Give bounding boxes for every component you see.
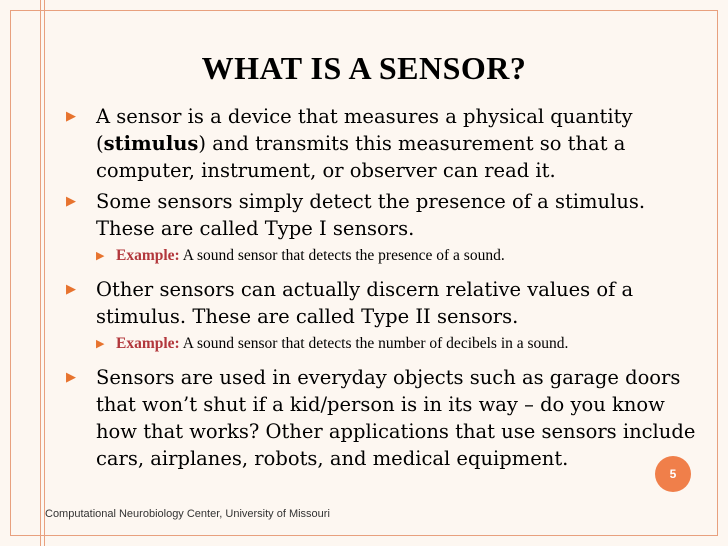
bullet-text: Other sensors can actually discern relative values of a stimulus. These are called Type II sensors. (96, 278, 634, 328)
frame-bottom-line (10, 535, 718, 536)
triangle-bullet-icon: ▶ (66, 194, 76, 209)
bullet-item (66, 276, 700, 330)
bullet-item (66, 188, 700, 242)
triangle-bullet-icon: ▶ (66, 370, 76, 385)
triangle-bullet-icon: ▶ (66, 109, 76, 124)
triangle-bullet-icon: ▶ (66, 282, 76, 297)
triangle-bullet-icon: ▶ (96, 338, 105, 350)
bullet-text: ) and transmits this measurement so that a computer, instrument, or observer can read it. (96, 132, 626, 182)
sub-bullet-item (66, 334, 700, 354)
slide-content (66, 103, 700, 476)
bullet-text: A sensor is a device that measures a physical quantity ( (96, 105, 633, 155)
frame-top-line (10, 10, 718, 11)
slide-title: WHAT IS A SENSOR? (201, 50, 527, 86)
bullet-item (66, 103, 700, 184)
footer-text: Computational Neurobiology Center, University of Missouri (45, 508, 330, 520)
bullet-text: Sensors are used in everyday objects such as garage doors that won’t shut if a kid/person is in its way – do you know how that works? Other applications that use sensors include cars, airplanes, robots, and medical equipment. (96, 366, 696, 470)
bullet-item (66, 364, 700, 472)
bullet-text: Some sensors simply detect the presence of a stimulus. These are called Type I sensors. (96, 190, 646, 240)
frame-left-line (10, 10, 11, 536)
example-label: Example: (116, 247, 180, 264)
bullet-bold-term: stimulus (103, 132, 199, 155)
example-label: Example: (116, 335, 180, 352)
page-number-badge: 5 (655, 456, 691, 492)
sub-bullet-item (66, 246, 700, 266)
triangle-bullet-icon: ▶ (96, 250, 105, 262)
sub-bullet-text: A sound sensor that detects the number of decibels in a sound. (179, 335, 569, 352)
sub-bullet-text: A sound sensor that detects the presence of a sound. (179, 247, 505, 264)
frame-right-line (717, 10, 718, 536)
